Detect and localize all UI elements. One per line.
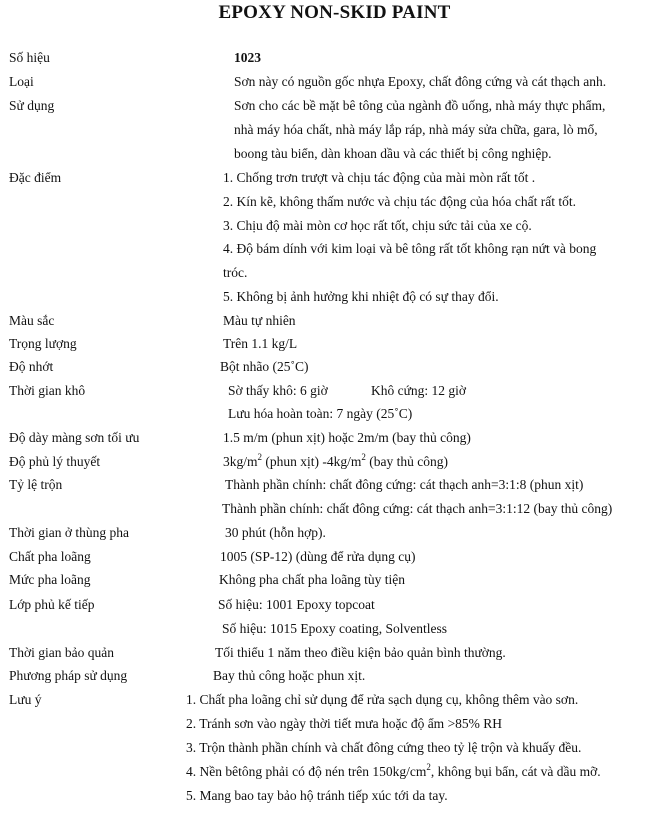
- label-so-hieu: Số hiệu: [9, 50, 50, 65]
- label-do-nhot: Độ nhớt: [9, 359, 54, 374]
- value-lop-phu-line: Số hiệu: 1001 Epoxy topcoat: [218, 597, 375, 612]
- label-thoi-gian-kho: Thời gian khô: [9, 383, 86, 398]
- value-ty-le-tron-line: Thành phần chính: chất đông cứng: cát thạch anh=3:1:12 (bay thủ công): [222, 501, 613, 516]
- label-do-day: Độ dày màng sơn tối ưu: [9, 430, 140, 445]
- label-dac-diem: Đặc điểm: [9, 170, 62, 185]
- label-bao-quan: Thời gian bảo quản: [9, 645, 114, 660]
- value-chat-pha-loang: 1005 (SP-12) (dùng để rửa dụng cụ): [220, 549, 416, 564]
- label-loai: Loại: [9, 74, 34, 89]
- value-su-dung-line: nhà máy hóa chất, nhà máy lắp ráp, nhà máy sửa chữa, gara, lò mổ,: [234, 122, 598, 137]
- value-dac-diem-item: 3. Chịu độ mài mòn cơ học rất tốt, chịu sức tải của xe cộ.: [223, 218, 532, 233]
- value-muc-pha-loang: Không pha chất pha loãng tùy tiện: [219, 572, 405, 587]
- value-kho-luu-hoa: Lưu hóa hoàn toàn: 7 ngày (25˚C): [228, 406, 413, 421]
- value-kho-cung: Khô cứng: 12 giờ: [371, 383, 467, 398]
- value-do-phu: $3kg/m^2$ (phun xịt) $-4kg/m^2$ (bay thủ công): [223, 451, 448, 469]
- label-phuong-phap: Phương pháp sử dụng: [9, 668, 128, 683]
- label-do-phu: Độ phủ lý thuyết: [9, 454, 101, 469]
- value-dac-diem-item: tróc.: [223, 265, 248, 280]
- label-muc-pha-loang: Mức pha loãng: [9, 572, 91, 587]
- value-kho-so: Sờ thấy khô: 6 giờ: [228, 383, 328, 398]
- page-title: EPOXY NON-SKID PAINT: [218, 2, 451, 23]
- value-luu-y-item: 4. Nền bêtông phải có độ nén trên $150kg/cm^2$, không bụi bẩn, cát và dầu mỡ.: [186, 761, 601, 779]
- value-su-dung-line: boong tàu biển, dàn khoan dầu và các thiết bị công nghiệp.: [234, 146, 552, 161]
- value-bao-quan: Tối thiểu 1 năm theo điều kiện bảo quản bình thường.: [215, 645, 506, 660]
- label-ty-le-tron: Tỷ lệ trộn: [9, 477, 63, 492]
- value-thoi-gian-thung-pha: 30 phút (hỗn hợp).: [225, 525, 326, 540]
- label-chat-pha-loang: Chất pha loãng: [9, 549, 91, 564]
- label-thoi-gian-thung-pha: Thời gian ở thùng pha: [9, 525, 130, 540]
- value-dac-diem-item: 1. Chống trơn trượt và chịu tác động của mài mòn rất tốt .: [223, 170, 536, 185]
- value-su-dung-line: Sơn cho các bề mặt bê tông của ngành đồ uống, nhà máy thực phẩm,: [234, 98, 606, 113]
- label-mau-sac: Màu sắc: [9, 313, 55, 328]
- value-so-hieu: 1023: [234, 50, 261, 65]
- label-su-dung: Sử dụng: [9, 98, 55, 113]
- value-trong-luong: Trên 1.1 kg/L: [223, 336, 298, 351]
- value-luu-y-item: 2. Tránh sơn vào ngày thời tiết mưa hoặc độ ẩm >85% RH: [186, 716, 503, 731]
- value-dac-diem-item: 2. Kín kẽ, không thấm nước và chịu tác động của hóa chất rất tốt.: [223, 194, 576, 209]
- label-luu-y: Lưu ý: [9, 692, 42, 707]
- value-luu-y-item: 5. Mang bao tay bảo hộ tránh tiếp xúc tới da tay.: [186, 788, 448, 803]
- value-luu-y-item: 3. Trộn thành phần chính và chất đông cứng theo tỷ lệ trộn và khuấy đều.: [186, 740, 582, 755]
- value-ty-le-tron-line: Thành phần chính: chất đông cứng: cát thạch anh=3:1:8 (phun xịt): [225, 477, 584, 492]
- value-mau-sac: Màu tự nhiên: [223, 313, 296, 328]
- label-lop-phu: Lớp phủ kế tiếp: [9, 597, 95, 612]
- value-do-day: 1.5 m/m (phun xịt) hoặc 2m/m (bay thủ công): [223, 430, 471, 445]
- value-phuong-phap: Bay thủ công hoặc phun xịt.: [213, 668, 366, 683]
- value-do-nhot: Bột nhão (25˚C): [220, 359, 309, 374]
- value-luu-y-item: 1. Chất pha loãng chỉ sử dụng để rửa sạch dụng cụ, không thêm vào sơn.: [186, 692, 579, 707]
- value-loai: Sơn này có nguồn gốc nhựa Epoxy, chất đông cứng và cát thạch anh.: [234, 74, 607, 89]
- value-dac-diem-item: 5. Không bị ảnh hưởng khi nhiệt độ có sự thay đổi.: [223, 289, 499, 304]
- value-dac-diem-item: 4. Độ bám dính với kim loại và bê tông rất tốt không rạn nứt và bong: [223, 241, 597, 256]
- value-lop-phu-line: Số hiệu: 1015 Epoxy coating, Solventless: [222, 621, 447, 636]
- label-trong-luong: Trọng lượng: [9, 336, 77, 351]
